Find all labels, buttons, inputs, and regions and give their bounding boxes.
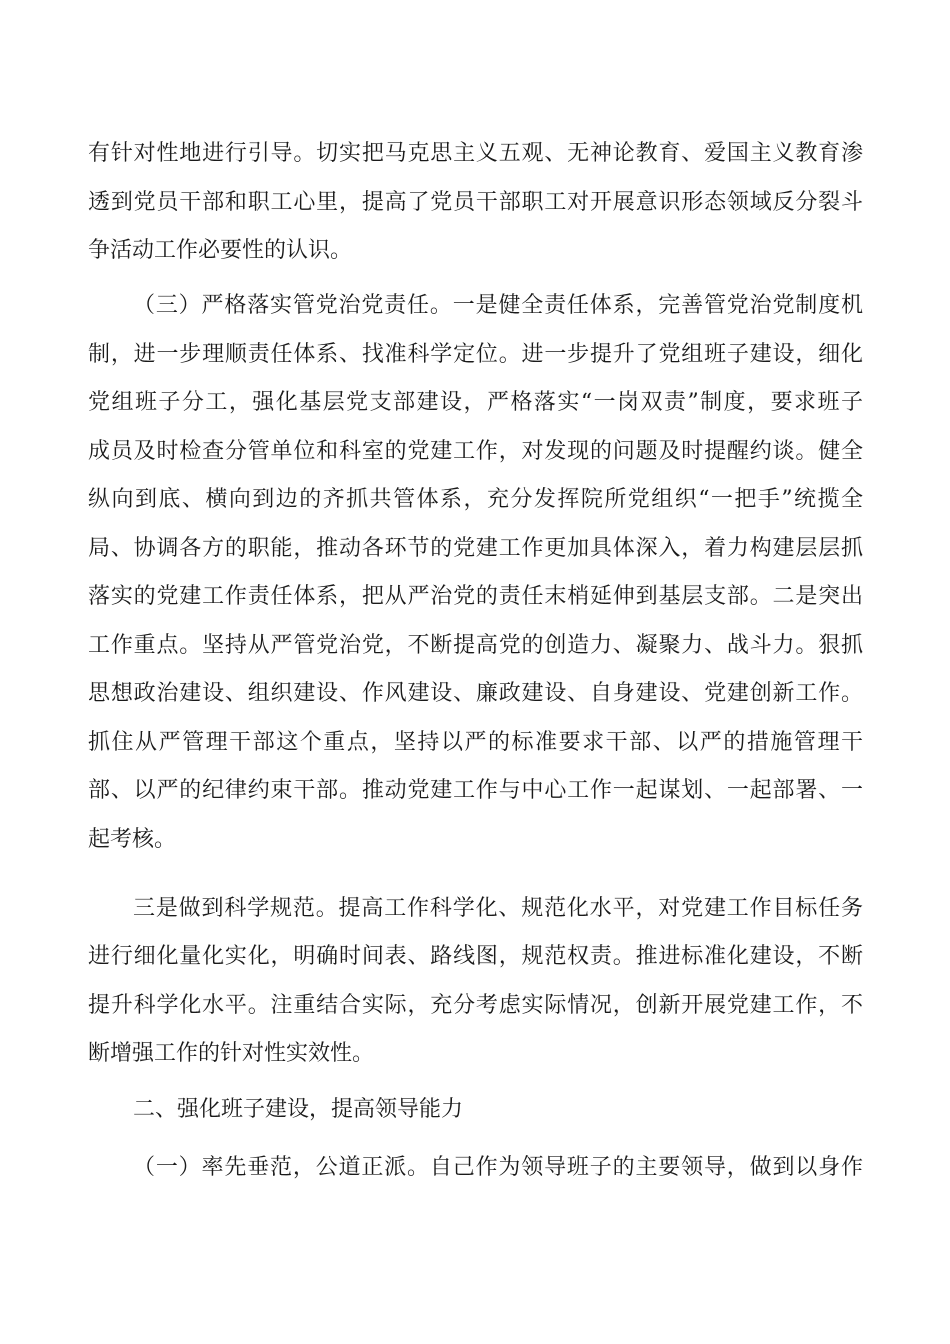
paragraph-line: 落实的党建工作责任体系，把从严治党的责任末梢延伸到基层支部。二是突出 (88, 584, 863, 609)
paragraph-line: 透到党员干部和职工心里，提高了党员干部职工对开展意识形态领域反分裂斗 (88, 190, 863, 215)
paragraph-line: 起考核。 (88, 827, 177, 852)
paragraph-line: 纵向到底、横向到边的齐抓共管体系，充分发挥院所党组织“一把手”统揽全 (88, 487, 863, 512)
paragraph-line: 工作重点。坚持从严管党治党，不断提高党的创造力、凝聚力、战斗力。狠抓 (88, 633, 863, 658)
paragraph-line: （三）严格落实管党治党责任。一是健全责任体系，完善管党治党制度机 (133, 293, 863, 318)
paragraph-line: 思想政治建设、组织建设、作风建设、廉政建设、自身建设、党建创新工作。 (88, 681, 863, 706)
paragraph-line: （一）率先垂范，公道正派。自己作为领导班子的主要领导，做到以身作 (133, 1155, 863, 1180)
paragraph-line: 断增强工作的针对性实效性。 (88, 1041, 375, 1066)
paragraph-line: 有针对性地进行引导。切实把马克思主义五观、无神论教育、爱国主义教育渗 (88, 141, 863, 166)
paragraph-line: 党组班子分工，强化基层党支部建设，严格落实“一岗双责”制度，要求班子 (88, 390, 863, 415)
paragraph-line: 局、协调各方的职能，推动各环节的党建工作更加具体深入，着力构建层层抓 (88, 536, 863, 561)
paragraph-line: 提升科学化水平。注重结合实际，充分考虑实际情况，创新开展党建工作，不 (88, 993, 863, 1018)
section-heading: 二、强化班子建设，提高领导能力 (133, 1097, 464, 1122)
paragraph-line: 争活动工作必要性的认识。 (88, 238, 353, 263)
paragraph-line: 部、以严的纪律约束干部。推动党建工作与中心工作一起谋划、一起部署、一 (88, 778, 863, 803)
paragraph-line: 三是做到科学规范。提高工作科学化、规范化水平，对党建工作目标任务 (133, 896, 863, 921)
paragraph-line: 抓住从严管理干部这个重点，坚持以严的标准要求干部、以严的措施管理干 (88, 730, 863, 755)
paragraph-line: 制，进一步理顺责任体系、找准科学定位。进一步提升了党组班子建设，细化 (88, 342, 863, 367)
paragraph-line: 成员及时检查分管单位和科室的党建工作，对发现的问题及时提醒约谈。健全 (88, 439, 863, 464)
paragraph-line: 进行细化量化实化，明确时间表、路线图，规范权责。推进标准化建设，不断 (88, 944, 863, 969)
